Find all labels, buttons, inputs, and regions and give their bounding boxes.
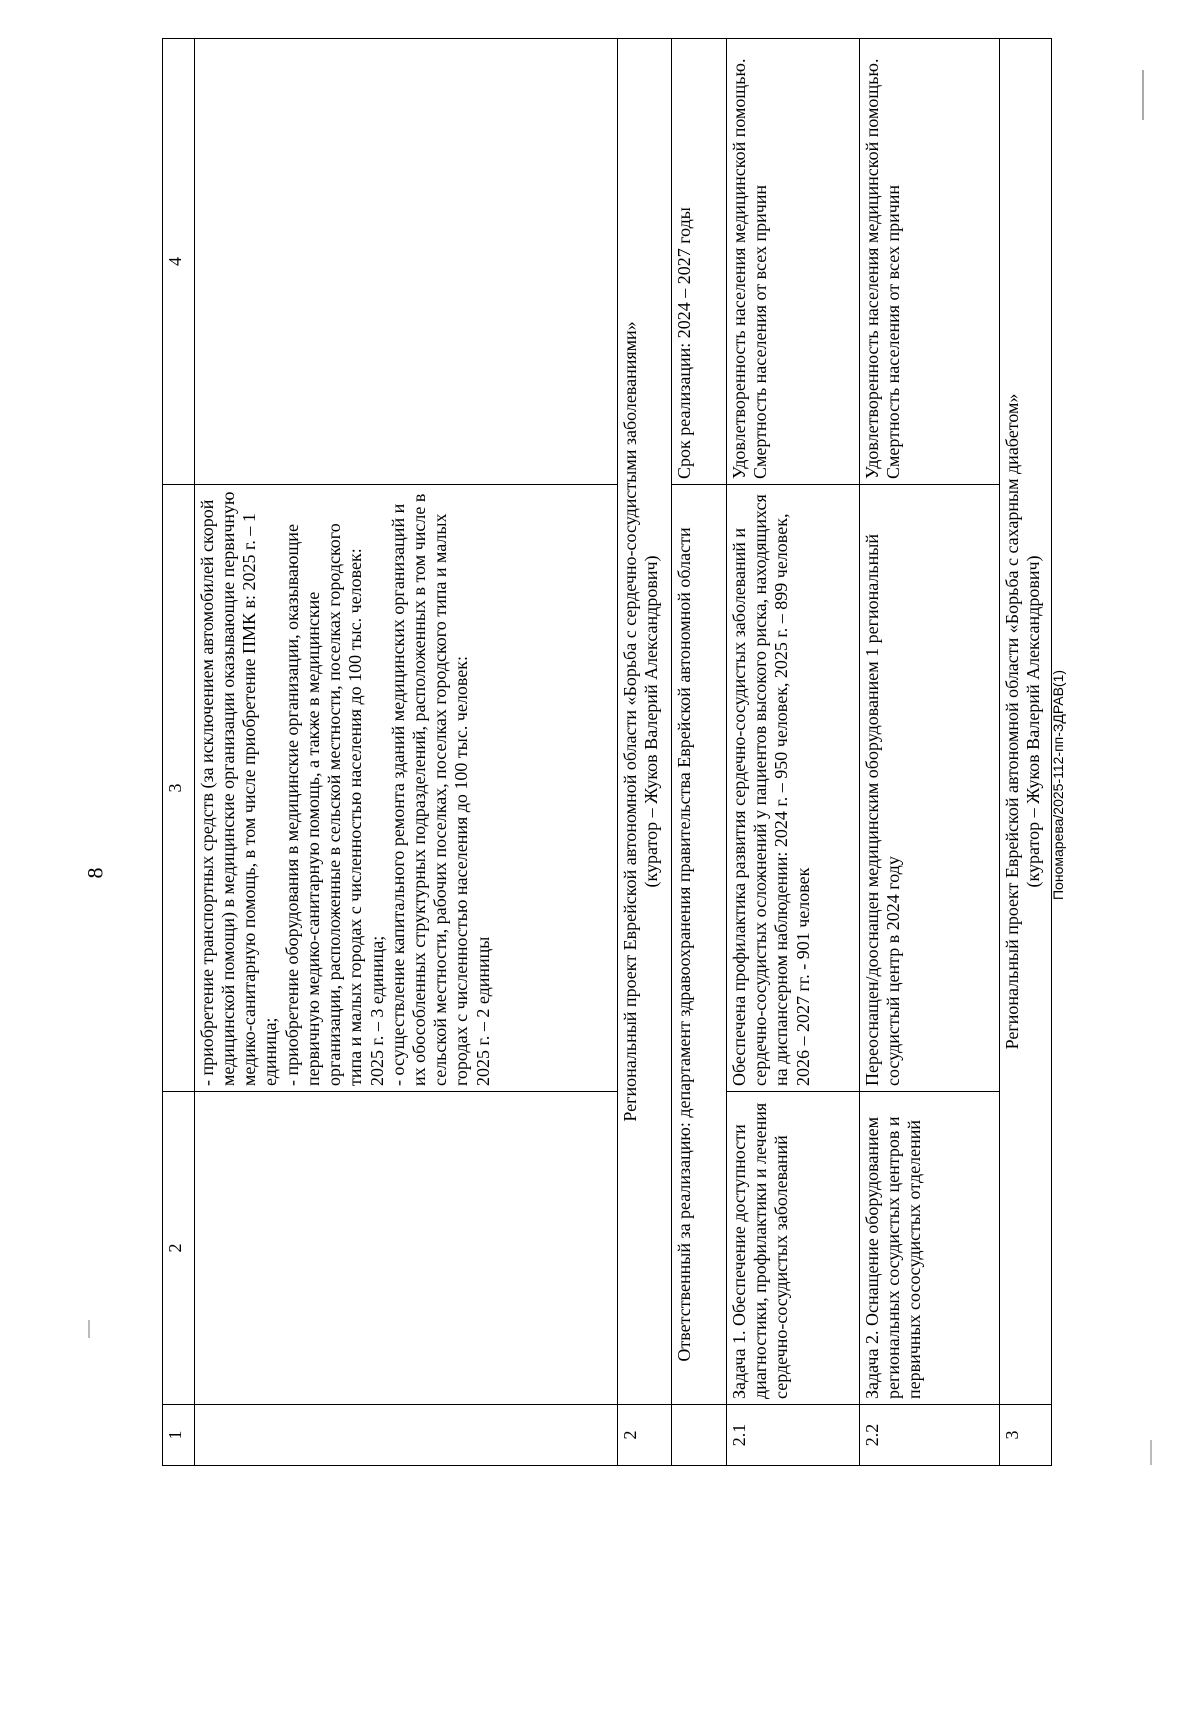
cell-empty [194,1092,617,1405]
task-text: Задача 2. Оснащение оборудованием региональных сосудистых центров и первичных сосоcудистых отделений [859,1092,999,1405]
header-cell: 4 [163,39,195,485]
measure-text: - приобретение транспортных средств (за исключением автомобилей скорой медицинской помощи) в медицинские организации оказывающие первичную медико-санитарную помощь, в том числе приобретение ПМК в: 2025 г. – 1 единица; [196,491,281,1086]
measures-table [162,38,1052,1466]
indicators-cell [726,39,859,485]
section-row [617,39,672,1466]
indicator-text: Смертность населения от всех причин [883,184,904,479]
page-number: 8 [82,867,108,879]
scan-mark [88,1320,90,1338]
scan-mark [1142,70,1144,120]
responsible-text: Ответственный за реализацию: департамент здравоохранения правительства Еврейской автономной области [672,485,727,1405]
table-row [726,39,859,1466]
section-title: Региональный проект Еврейской автономной области «Борьба с сердечно-сосудистыми заболеваниями» [619,321,640,1122]
measure-text: - приобретение оборудования в медицинские организации, оказывающие первичную медико-санитарную помощь, а также в медицинские организации, расположенные в сельской местности, поселках городского типа и малых городах с численностью населения до 100 тыс. человек: [281,523,366,1086]
section-title-cell [617,39,672,1405]
row-number: 2.2 [859,1405,999,1466]
responsible-row [672,39,727,1466]
effect-text: Обеспечена профилактика развития сердечно-сосудистых заболеваний и сердечно-сосудистых осложнений у пациентов высокого риска, находящихся на диспансерном наблюдении: 2024 г. – 950 человек, 2025 г. – 899 человек, 2026 – 2027 гг. - 901 человек [726,485,859,1092]
indicator-text: Удовлетворенность населения медицинской помощью. [861,58,882,479]
section-number: 3 [999,1405,1051,1466]
task-text: Задача 1. Обеспечение доступности диагностики, профилактики и лечения сердечно-сосудистых заболеваний [726,1092,859,1405]
section-curator: (куратор – Жуков Валерий Александрович) [1022,555,1043,888]
header-cell: 1 [163,1405,195,1466]
cell-empty [672,1405,727,1466]
section-row [999,39,1051,1466]
period-text: Срок реализации: 2024 – 2027 годы [672,39,727,485]
footer-ref: Пономарева/2025-112-пп-ЗДРАВ(1) [1050,669,1066,900]
table-row [859,39,999,1466]
table-header-row [163,39,195,1466]
indicators-cell [859,39,999,485]
indicator-text: Удовлетворенность населения медицинской помощью. [728,58,749,479]
scan-mark [1150,1440,1152,1465]
section-title-cell [999,39,1051,1405]
section-title: Региональный проект Еврейской автономной области «Борьба с сахарным диабетом» [1001,393,1022,1050]
rotated-table-wrapper [162,58,1052,1466]
table-row [194,39,617,1466]
measure-text: 2025 г. – 2 единицы [472,936,493,1086]
header-cell: 3 [163,485,195,1092]
cell-empty [194,39,617,485]
section-number: 2 [617,1405,672,1466]
indicator-text: Смертность населения от всех причин [750,184,771,479]
measure-text: 2025 г. – 3 единица; [366,935,387,1086]
cell-measures [194,485,617,1092]
header-cell: 2 [163,1092,195,1405]
section-curator: (куратор – Жуков Валерий Александрович) [641,555,662,888]
cell-empty [194,1405,617,1466]
measure-text: - осуществление капитального ремонта зданий медицинских организаций и их обособленных структурных подразделений, расположенных в том числе в сельской местности, рабочих поселках, поселках городского типа и малых городах с численностью населения до 100 тыс. человек: [387,493,472,1086]
row-number: 2.1 [726,1405,859,1466]
effect-text: Переоснащен/дооснащен медицинским оборудованием 1 региональный сосудистый центр в 2024 году [859,485,999,1092]
